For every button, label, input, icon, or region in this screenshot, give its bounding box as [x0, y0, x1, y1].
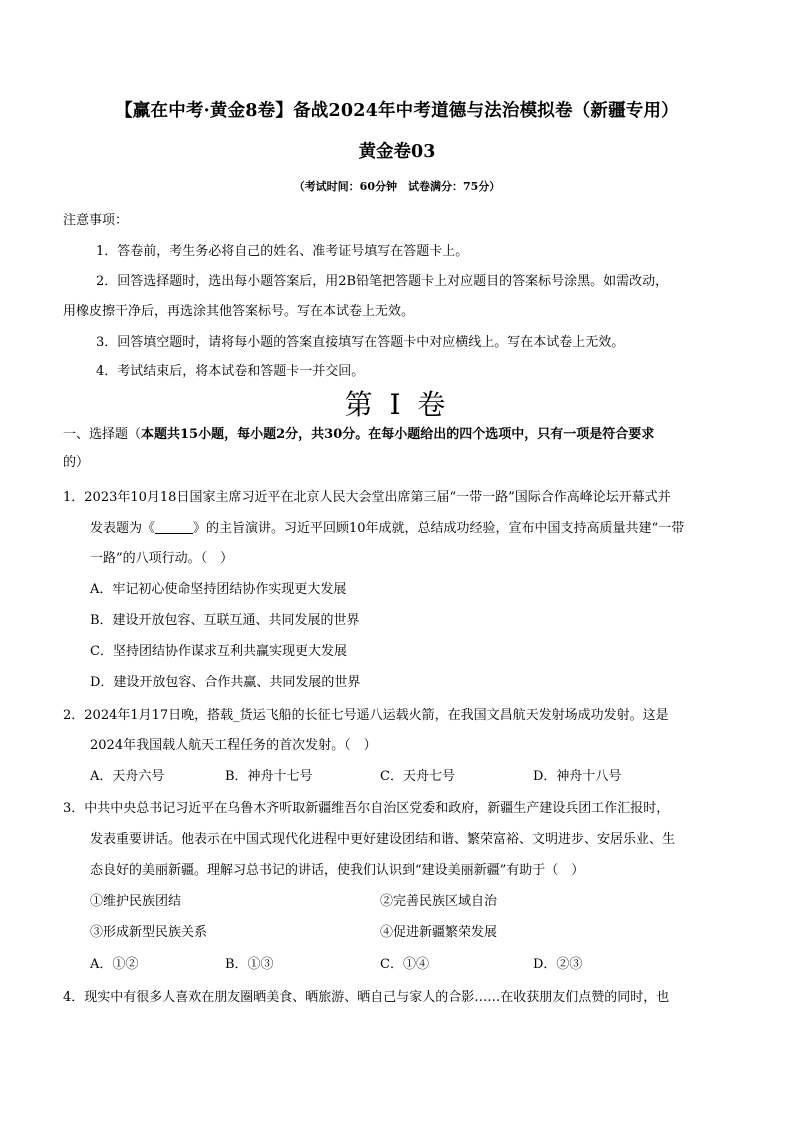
question-1-line-3: 一路”的八项行动。（ ）: [90, 551, 234, 566]
statement-2: ②完善民族区域自治: [380, 894, 498, 909]
answer-blank: [155, 521, 193, 534]
statement-3: ③形成新型民族关系: [90, 925, 208, 940]
statement-4: ④促进新疆繁荣发展: [380, 925, 498, 940]
exam-subtitle: 黄金卷03: [358, 142, 436, 162]
note-item: 3．回答填空题时，请将每小题的答案直接填写在答题卡中对应横线上。写在本试卷上无效。: [96, 335, 625, 350]
question-4-line-1: 4．现实中有很多人喜欢在朋友圈晒美食、晒旅游、晒自己与家人的合影……在收获朋友们点赞的同时，也: [63, 990, 670, 1005]
section-heading: [63, 423, 654, 442]
question-2-line-1: 2．2024年1月17日晚，搭载_货运飞船的长征七号遥八运载火箭，在我国文昌航天发射场成功发射。这是: [63, 708, 669, 723]
volume-title: 第 I 卷: [344, 388, 450, 421]
question-2-option-b: B．神舟十七号: [225, 769, 313, 784]
note-item: 2．回答选择题时，选出每小题答案后，用2B铅笔把答题卡上对应题目的答案标号涂黑。如需改动，: [96, 274, 669, 289]
note-item: 4．考试结束后，将本试卷和答题卡一并交回。: [96, 364, 365, 379]
question-2-line-2: 2024年我国载人航天工程任务的首次发射。（ ）: [90, 738, 377, 753]
statement-1: ①维护民族团结: [90, 894, 182, 909]
note-item: 用橡皮擦干净后，再选涂其他答案标号。写在本试卷上无效。: [63, 304, 415, 319]
section-instructions: 本题共15小题，每小题2分，共30分。在每小题给出的四个选项中，只有一项是符合要求: [141, 427, 655, 442]
question-2-option-d: D．神舟十八号: [533, 769, 622, 784]
question-3-line-1: 3．中共中央总书记习近平在乌鲁木齐听取新疆维吾尔自治区党委和政府，新疆生产建设兵团工作汇报时，: [63, 801, 670, 816]
question-1-option-c: C．坚持团结协作谋求互利共赢实现更大发展: [90, 644, 347, 659]
question-3-option-b: B．①③: [225, 957, 274, 972]
question-1-option-a: A．牢记初心使命坚持团结协作实现更大发展: [90, 582, 347, 597]
question-1-text-a: 发表题为《: [90, 521, 156, 536]
question-2-option-a: A．天舟六号: [90, 769, 165, 784]
question-3-line-2: 发表重要讲话。他表示在中国式现代化进程中更好建设团结和谐、繁荣富裕、文明进步、安居乐业、生: [90, 832, 676, 847]
question-1-line-2: [90, 517, 684, 536]
exam-info: （考试时间：60分钟 试卷满分：75分）: [293, 180, 501, 193]
note-item: 1．答卷前，考生务必将自己的姓名、准考证号填写在答题卡上。: [96, 244, 469, 259]
question-1-option-d: D．建设开放包容、合作共赢、共同发展的世界: [90, 675, 361, 690]
question-2-option-c: C．天舟七号: [380, 769, 455, 784]
question-3-option-d: D．②③: [533, 957, 583, 972]
question-3-option-a: A．①②: [90, 957, 139, 972]
question-3-line-3: 态良好的美丽新疆。理解习总书记的讲话，使我们认识到“建设美丽新疆”有助于（ ）: [90, 863, 585, 878]
question-1-text-b: 》的主旨演讲。习近平回顾10年成就，总结成功经验，宣布中国支持高质量共建“一带: [193, 521, 685, 536]
question-1-line-1: 1．2023年10月18日国家主席习近平在北京人民大会堂出席第三届“一带一路”国际合作高峰论坛开幕式并: [63, 490, 671, 505]
question-1-option-b: B．建设开放包容、互联互通、共同发展的世界: [90, 613, 360, 628]
section-heading-cont: 的）: [63, 455, 90, 470]
question-3-option-c: C．①④: [380, 957, 429, 972]
section-prefix: 一、选择题（: [63, 427, 142, 442]
exam-title: 【赢在中考·黄金8卷】备战2024年中考道德与法治模拟卷（新疆专用）: [115, 101, 679, 121]
notes-heading: 注意事项：: [63, 213, 129, 228]
